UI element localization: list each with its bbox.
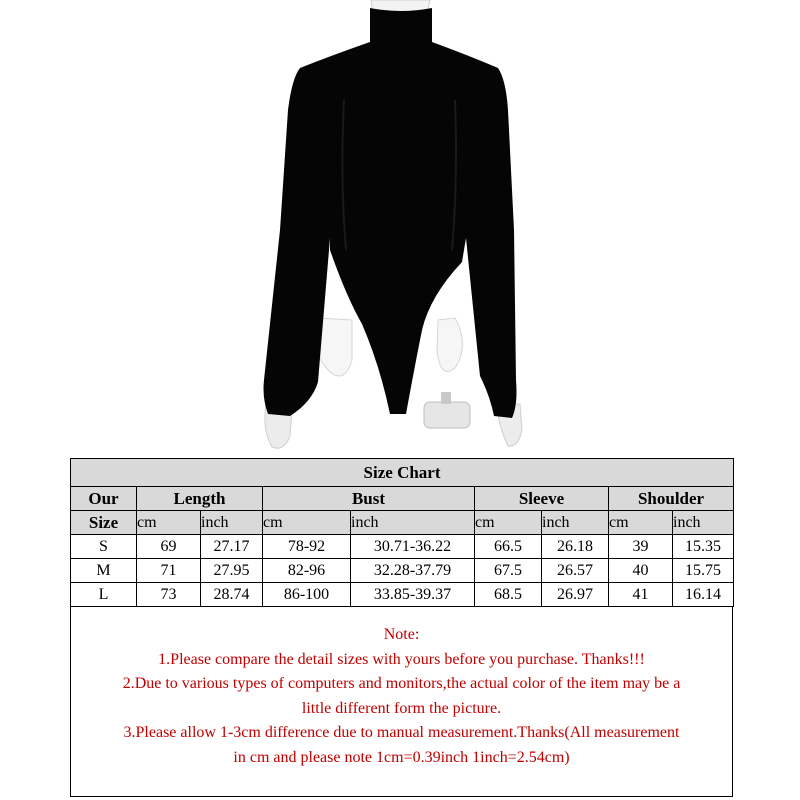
note-line: little different form the picture. — [301, 699, 502, 717]
bodysuit — [264, 8, 517, 418]
note-line: 3.Please allow 1-3cm difference due to manual measurement.Thanks(All measurement — [123, 724, 680, 741]
table-cell: 15.75 — [673, 559, 734, 583]
table-cell: 15.35 — [673, 535, 734, 559]
table-cell: 27.17 — [201, 535, 263, 559]
note-line: 1.Please compare the detail sizes with yours before you purchase. Thanks!!! — [158, 650, 645, 668]
note-line: in cm and please note 1cm=0.39inch 1inch=2.54cm) — [233, 748, 570, 766]
table-cell: 26.97 — [542, 583, 609, 607]
table-cell: 28.74 — [201, 583, 263, 607]
table-cell: 39 — [609, 535, 673, 559]
table-cell: 78-92 — [263, 535, 351, 559]
table-cell: 26.57 — [542, 559, 609, 583]
table-cell: 32.28-37.79 — [351, 559, 475, 583]
table-cell: 67.5 — [475, 559, 542, 583]
table-cell: 66.5 — [475, 535, 542, 559]
notes-box — [70, 607, 733, 797]
table-cell: 40 — [609, 559, 673, 583]
size-chart-table — [70, 458, 734, 607]
size-label: L — [71, 583, 137, 607]
size-label: S — [71, 535, 137, 559]
header-shoulder: Shoulder — [609, 487, 734, 511]
size-chart — [70, 458, 733, 797]
table-cell: 69 — [137, 535, 201, 559]
size-chart-title: Size Chart — [71, 459, 734, 487]
unit-sleeve-inch: inch — [542, 511, 609, 535]
table-cell: 16.14 — [673, 583, 734, 607]
table-cell: 33.85-39.37 — [351, 583, 475, 607]
table-row — [71, 535, 734, 559]
notes-heading: Note: — [383, 626, 420, 643]
unit-length-inch: inch — [201, 511, 263, 535]
table-cell: 86-100 — [263, 583, 351, 607]
unit-shoulder-cm: cm — [609, 511, 673, 535]
table-cell: 71 — [137, 559, 201, 583]
header-sleeve: Sleeve — [475, 487, 609, 511]
table-cell: 68.5 — [475, 583, 542, 607]
header-our: Our — [71, 487, 137, 511]
table-row — [71, 583, 734, 607]
header-size: Size — [71, 511, 137, 535]
table-cell: 26.18 — [542, 535, 609, 559]
note-line: 2.Due to various types of computers and monitors,the actual color of the item may be a — [122, 675, 681, 692]
unit-shoulder-inch: inch — [673, 511, 734, 535]
table-row — [71, 559, 734, 583]
header-length: Length — [137, 487, 263, 511]
table-cell: 41 — [609, 583, 673, 607]
mannequin-stand — [424, 402, 470, 428]
table-cell: 82-96 — [263, 559, 351, 583]
unit-bust-cm: cm — [263, 511, 351, 535]
unit-length-cm: cm — [137, 511, 201, 535]
header-bust: Bust — [263, 487, 475, 511]
table-cell: 73 — [137, 583, 201, 607]
unit-bust-inch: inch — [351, 511, 475, 535]
size-label: M — [71, 559, 137, 583]
table-cell: 30.71-36.22 — [351, 535, 475, 559]
unit-sleeve-cm: cm — [475, 511, 542, 535]
table-cell: 27.95 — [201, 559, 263, 583]
